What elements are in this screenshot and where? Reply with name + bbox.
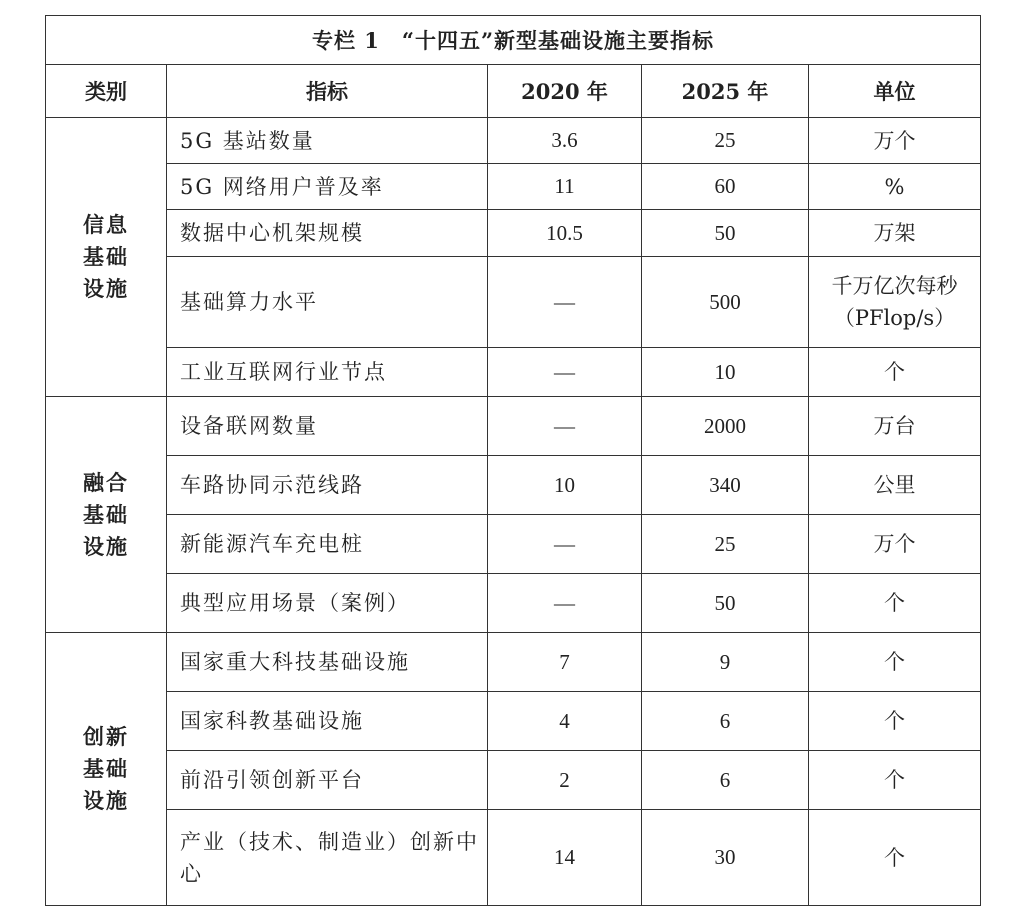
category-line: 基础	[83, 756, 129, 781]
table-row	[46, 257, 981, 348]
table-row	[46, 751, 981, 810]
category-line: 基础	[83, 244, 129, 269]
value-2020-cell: 10	[488, 456, 642, 515]
category-line: 基础	[83, 501, 129, 527]
table-row	[46, 456, 981, 515]
category-cell	[46, 633, 167, 906]
unit-cell: 个	[809, 574, 981, 633]
header-2025: 2025 年	[642, 65, 809, 118]
indicators-table	[45, 15, 981, 906]
header-unit: 单位	[809, 65, 981, 118]
indicator-cell: 5G 基站数量	[167, 118, 488, 164]
category-line: 创新	[83, 724, 129, 749]
value-2020-cell: 14	[488, 810, 642, 906]
value-2025-cell: 6	[642, 692, 809, 751]
unit-cell: 个	[809, 810, 981, 906]
indicator-cell: 国家科教基础设施	[167, 692, 488, 751]
value-2025-cell: 50	[642, 210, 809, 257]
table-row	[46, 164, 981, 210]
table-row	[46, 574, 981, 633]
value-2020-cell: 2	[488, 751, 642, 810]
header-indicator: 指标	[167, 65, 488, 118]
category-line: 设施	[83, 788, 129, 813]
table-row	[46, 397, 981, 456]
unit-cell: 万个	[809, 515, 981, 574]
indicator-cell: 国家重大科技基础设施	[167, 633, 488, 692]
table-title: 专栏 1 “十四五”新型基础设施主要指标	[46, 16, 981, 65]
unit-cell: 个	[809, 751, 981, 810]
table-row	[46, 810, 981, 906]
indicator-cell: 新能源汽车充电桩	[167, 515, 488, 574]
unit-cell: 公里	[809, 456, 981, 515]
header-2020: 2020 年	[488, 65, 642, 118]
value-2020-cell: 4	[488, 692, 642, 751]
header-category: 类别	[46, 65, 167, 118]
value-2020-cell: —	[488, 574, 642, 633]
unit-cell: 万个	[809, 118, 981, 164]
category-cell	[46, 118, 167, 397]
unit-cell: 万台	[809, 397, 981, 456]
indicator-cell: 5G 网络用户普及率	[167, 164, 488, 210]
table-row	[46, 692, 981, 751]
table-row	[46, 210, 981, 257]
unit-cell: 个	[809, 348, 981, 397]
value-2020-cell: —	[488, 257, 642, 348]
indicator-cell: 基础算力水平	[167, 257, 488, 348]
value-2025-cell: 25	[642, 515, 809, 574]
category-line: 设施	[83, 533, 129, 559]
unit-cell	[809, 257, 981, 348]
category-line: 信息	[83, 212, 129, 237]
unit-cell: 万架	[809, 210, 981, 257]
table-row	[46, 348, 981, 397]
unit-cell: 个	[809, 633, 981, 692]
table-row	[46, 515, 981, 574]
indicator-cell: 典型应用场景（案例）	[167, 574, 488, 633]
table-row	[46, 633, 981, 692]
category-cell	[46, 397, 167, 633]
value-2025-cell: 6	[642, 751, 809, 810]
value-2025-cell: 60	[642, 164, 809, 210]
indicator-cell: 前沿引领创新平台	[167, 751, 488, 810]
indicator-cell: 车路协同示范线路	[167, 456, 488, 515]
value-2025-cell: 10	[642, 348, 809, 397]
value-2020-cell: 11	[488, 164, 642, 210]
value-2025-cell: 340	[642, 456, 809, 515]
indicator-cell: 产业（技术、制造业）创新中心	[167, 810, 488, 906]
category-line: 融合	[83, 469, 129, 495]
indicator-cell: 工业互联网行业节点	[167, 348, 488, 397]
value-2025-cell: 9	[642, 633, 809, 692]
value-2025-cell: 2000	[642, 397, 809, 456]
unit-cell: 个	[809, 692, 981, 751]
value-2020-cell: —	[488, 348, 642, 397]
indicator-cell: 数据中心机架规模	[167, 210, 488, 257]
value-2025-cell: 30	[642, 810, 809, 906]
value-2020-cell: 7	[488, 633, 642, 692]
unit-cell: %	[809, 164, 981, 210]
table-row	[46, 118, 981, 164]
value-2020-cell: 10.5	[488, 210, 642, 257]
value-2020-cell: 3.6	[488, 118, 642, 164]
category-line: 设施	[83, 276, 129, 301]
unit-line: 千万亿次每秒	[831, 274, 958, 298]
unit-line: （PFlop/s）	[833, 306, 956, 330]
value-2020-cell: —	[488, 397, 642, 456]
value-2020-cell: —	[488, 515, 642, 574]
value-2025-cell: 25	[642, 118, 809, 164]
value-2025-cell: 50	[642, 574, 809, 633]
indicator-cell: 设备联网数量	[167, 397, 488, 456]
value-2025-cell: 500	[642, 257, 809, 348]
